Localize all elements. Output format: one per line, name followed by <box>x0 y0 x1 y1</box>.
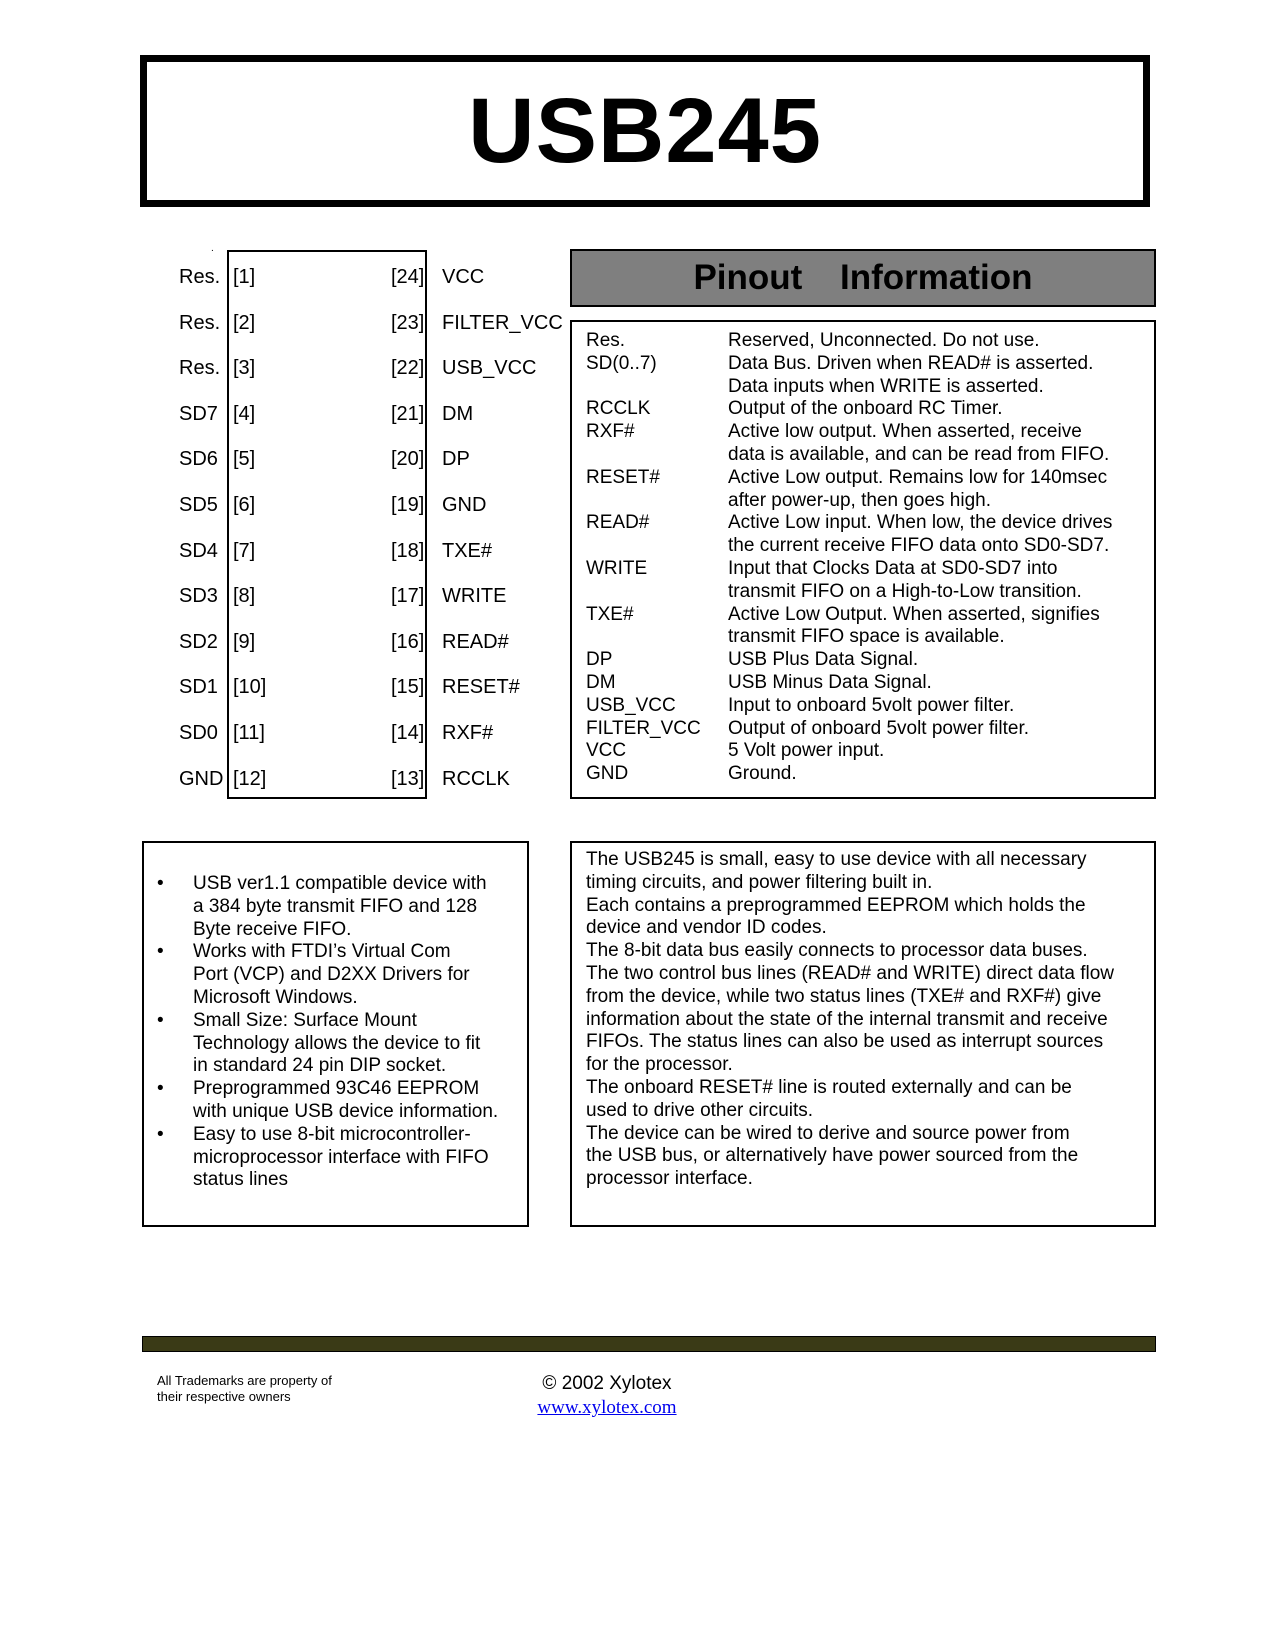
title-box <box>140 55 1150 207</box>
pin-name-right: TXE# <box>442 539 493 562</box>
pin-name-right: GND <box>442 494 487 516</box>
pinout-signal-name: RCCLK <box>586 398 651 420</box>
pin-number-left: [9] <box>233 630 256 653</box>
description-text <box>586 849 1146 1191</box>
pinout-header <box>570 249 1156 307</box>
pinout-signal-name <box>586 376 728 399</box>
pinout-row <box>586 763 1146 786</box>
pinout-signal-description: Data inputs when WRITE is asserted. <box>728 375 1044 397</box>
pinout-row <box>586 626 1146 649</box>
pinout-signal-name <box>586 535 728 558</box>
pinout-signal-name: USB_VCC <box>586 694 676 716</box>
pinout-signal-description: transmit FIFO on a High-to-Low transition. <box>728 580 1082 602</box>
pin-name-right: VCC <box>442 266 485 288</box>
pinout-signal-description: Ground. <box>728 763 797 785</box>
pin-name-right: RESET# <box>442 676 520 699</box>
pinout-signal-description: transmit FIFO space is available. <box>728 626 1005 648</box>
pinout-row <box>586 421 1146 444</box>
pinout-row <box>586 535 1146 558</box>
pinout-row <box>586 490 1146 513</box>
pinout-signal-description: Active Low output. Remains low for 140msec <box>728 466 1108 488</box>
pin-number-left: [11] <box>233 722 265 744</box>
pin-number-left: [10] <box>233 676 267 699</box>
pinout-row <box>586 444 1146 467</box>
pin-name-right: READ# <box>442 630 509 653</box>
pinout-signal-description: Input that Clocks Data at SD0-SD7 into <box>728 557 1058 579</box>
pin-number-right: [21] <box>391 402 425 425</box>
feature-item: • Works with FTDI’s Virtual Com Port (VCP) and D2XX Drivers for Microsoft Windows. <box>155 941 525 1009</box>
pin-name-right: RCCLK <box>442 767 510 790</box>
pin-name-left: SD0 <box>179 722 218 744</box>
feature-item: • Preprogrammed 93C46 EEPROM with unique USB device information. <box>155 1078 525 1124</box>
pin-number-right: [14] <box>391 722 425 744</box>
pin-name-left: SD6 <box>179 448 218 471</box>
pin-name-left: SD2 <box>179 630 218 653</box>
pinout-row <box>586 330 1146 353</box>
pin-row <box>0 768 600 798</box>
description-paragraph: The device can be wired to derive and source power from the USB bus, or alternatively have power sourced from the processor interface. <box>586 1122 1079 1190</box>
pin-number-right: [17] <box>391 585 425 608</box>
pin-number-left: [12] <box>233 767 267 790</box>
copyright: © 2002 Xylotex <box>542 1373 672 1394</box>
pinout-row <box>586 581 1146 604</box>
pin-number-right: [15] <box>391 676 425 699</box>
pin-number-right: [24] <box>391 266 425 288</box>
stray-dot: . <box>211 243 214 254</box>
pinout-signal-name <box>586 490 728 513</box>
pinout-signal-name <box>586 581 728 604</box>
pinout-row <box>586 353 1146 376</box>
pinout-signal-name: DP <box>586 649 613 671</box>
pin-name-left: SD5 <box>179 494 218 516</box>
pinout-signal-name <box>586 626 728 649</box>
pin-number-right: [23] <box>391 311 425 334</box>
pin-number-left: [7] <box>233 539 256 562</box>
pin-row <box>0 312 600 342</box>
footer-bar <box>142 1336 1156 1352</box>
pin-row <box>0 494 600 524</box>
pinout-row <box>586 467 1146 490</box>
pin-number-right: [22] <box>391 357 425 380</box>
pin-name-left: Res. <box>179 311 221 334</box>
pinout-signal-description: Data Bus. Driven when READ# is asserted. <box>728 352 1094 374</box>
pinout-row <box>586 718 1146 741</box>
pinout-signal-description: Active Low Output. When asserted, signifies <box>728 603 1100 625</box>
pinout-signal-description: USB Plus Data Signal. <box>728 649 919 671</box>
pinout-row <box>586 604 1146 627</box>
pin-number-right: [16] <box>391 630 425 653</box>
pinout-row <box>586 558 1146 581</box>
pinout-signal-name: WRITE <box>586 557 648 579</box>
pin-number-right: [20] <box>391 448 425 471</box>
website-link[interactable]: www.xylotex.com <box>537 1397 677 1418</box>
pin-name-left: SD4 <box>179 539 218 562</box>
pinout-signal-name: RXF# <box>586 421 635 443</box>
pin-row <box>0 676 600 706</box>
pinout-signal-name: VCC <box>586 740 627 762</box>
pin-number-left: [2] <box>233 311 256 334</box>
pin-name-left: SD3 <box>179 585 218 608</box>
pin-row <box>0 631 600 661</box>
pin-row <box>0 403 600 433</box>
pinout-signal-name: TXE# <box>586 603 634 625</box>
pin-name-right: DP <box>442 448 470 471</box>
document-title: USB245 <box>468 79 822 182</box>
pinout-signal-name: Res. <box>586 330 626 351</box>
pin-number-right: [19] <box>391 494 425 516</box>
description-paragraph: The 8-bit data bus easily connects to processor data buses. The two control bus lines (READ# and WRITE) direct data flow from the device, while two status lines (TXE# and RXF#) give information about the state of the internal transmit and receive FIFOs. The status lines can also be used as interrupt sources for the processor. <box>586 940 1114 1076</box>
pinout-signal-name: RESET# <box>586 466 660 488</box>
pin-number-left: [1] <box>233 266 256 288</box>
pinout-descriptions <box>586 330 1146 786</box>
pin-name-left: SD1 <box>179 676 218 699</box>
pinout-row <box>586 376 1146 399</box>
pinout-signal-description: after power-up, then goes high. <box>728 489 992 511</box>
pinout-heading: Pinout Information <box>693 258 1033 297</box>
pinout-signal-description: Input to onboard 5volt power filter. <box>728 694 1015 716</box>
description-paragraph: Each contains a preprogrammed EEPROM which holds the device and vendor ID codes. <box>586 894 1086 939</box>
pin-row <box>0 540 600 570</box>
pin-name-right: FILTER_VCC <box>442 311 563 334</box>
pinout-signal-description: USB Minus Data Signal. <box>728 671 932 693</box>
description-paragraph: The onboard RESET# line is routed externally and can be used to drive other circuits. <box>586 1076 1072 1121</box>
pinout-signal-description: Reserved, Unconnected. Do not use. <box>728 330 1040 351</box>
pinout-row <box>586 672 1146 695</box>
description-paragraph: The USB245 is small, easy to use device with all necessary timing circuits, and power filtering built in. <box>586 849 1087 893</box>
pin-number-right: [13] <box>391 767 425 790</box>
pin-name-left: SD7 <box>179 402 218 425</box>
pin-number-left: [8] <box>233 585 256 608</box>
pinout-signal-name: SD(0..7) <box>586 352 657 374</box>
feature-item: • USB ver1.1 compatible device with a 384 byte transmit FIFO and 128 Byte receive FIFO. <box>155 873 525 941</box>
pinout-row <box>586 512 1146 535</box>
pinout-signal-description: the current receive FIFO data onto SD0-SD7. <box>728 535 1110 557</box>
pinout-signal-name: DM <box>586 671 616 693</box>
pin-name-right: RXF# <box>442 722 494 744</box>
pinout-signal-description: 5 Volt power input. <box>728 740 885 762</box>
feature-item: • Small Size: Surface Mount Technology allows the device to fit in standard 24 pin DIP socket. <box>155 1010 525 1078</box>
pin-number-left: [6] <box>233 494 256 516</box>
pinout-row <box>586 649 1146 672</box>
pinout-row <box>586 695 1146 718</box>
pinout-signal-description: Output of onboard 5volt power filter. <box>728 717 1030 739</box>
pinout-signal-name: GND <box>586 763 629 785</box>
pin-name-right: USB_VCC <box>442 357 537 380</box>
feature-item: • Easy to use 8-bit microcontroller- microprocessor interface with FIFO status lines <box>155 1124 525 1192</box>
pin-name-left: Res. <box>179 266 221 288</box>
pinout-row <box>586 398 1146 421</box>
pin-number-left: [5] <box>233 448 256 471</box>
pin-row <box>0 585 600 615</box>
pinout-row <box>586 740 1146 763</box>
pin-name-left: GND <box>179 767 224 790</box>
pinout-signal-name <box>586 444 728 467</box>
pinout-signal-description: Active low output. When asserted, receive <box>728 421 1082 443</box>
pin-row <box>0 266 600 296</box>
trademark-notice: All Trademarks are property of their respective owners <box>157 1373 332 1404</box>
pin-name-right: WRITE <box>442 585 507 608</box>
pin-number-left: [4] <box>233 402 256 425</box>
pin-row <box>0 357 600 387</box>
pinout-signal-description: Output of the onboard RC Timer. <box>728 398 1003 420</box>
pinout-signal-name: READ# <box>586 512 650 534</box>
pin-row <box>0 448 600 478</box>
pin-name-left: Res. <box>179 357 221 380</box>
pinout-signal-name: FILTER_VCC <box>586 717 701 739</box>
pin-row <box>0 722 600 752</box>
pin-number-right: [18] <box>391 539 425 562</box>
pinout-signal-description: Active Low input. When low, the device drives <box>728 512 1113 534</box>
feature-list <box>155 873 525 1192</box>
pin-number-left: [3] <box>233 357 256 380</box>
pin-name-right: DM <box>442 402 474 425</box>
pinout-signal-description: data is available, and can be read from FIFO. <box>728 443 1110 465</box>
